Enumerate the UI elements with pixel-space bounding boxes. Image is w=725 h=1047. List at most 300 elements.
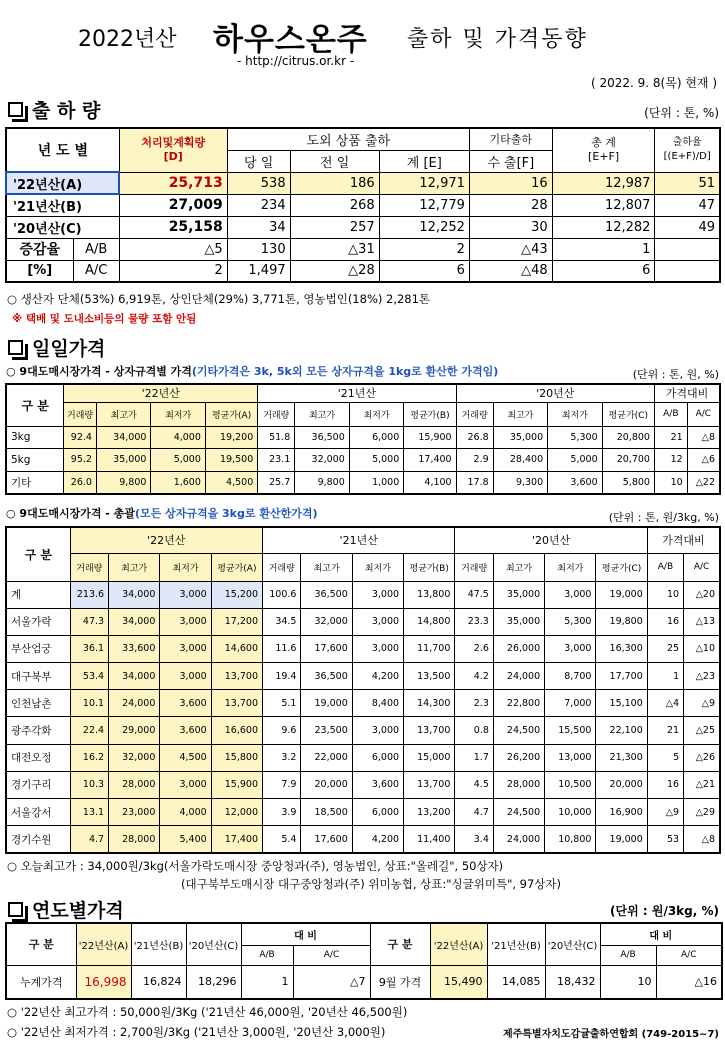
sh-inc-label: 증감율 [6,238,73,260]
yr-h-cmp-2: 대 비 [600,923,722,945]
table-row [6,216,720,238]
daily-note-max: ○ 오늘최고가 : 34,000원/3kg(서울가락도매시장 중앙청과(주), 영농법인, 상표:"올레길", 50상자) [7,859,504,873]
price-cell: 22,800 [493,690,544,717]
sh-inc-kind: A/C [73,260,119,282]
price-cell: 20,000 [596,771,647,798]
yr-right-ab: 10 [600,965,656,999]
price-cell: 12 [654,449,687,472]
price-cell: 36.1 [70,635,108,662]
yearly-note-max: ○ '22년산 최고가격 : 50,000원/3Kg ('21년산 46,000원, '20년산 46,500원) [7,1005,408,1019]
price-cell: 4.7 [70,826,108,853]
price-cell: 11,700 [404,635,455,662]
yr-h-b: '21년산(B) [131,923,186,965]
size-price-table [5,383,721,495]
t2-h-cmp: 가격대비 [647,527,720,553]
price-cell: 5,400 [160,826,211,853]
price-cell: 23.1 [258,449,295,472]
price-cell: 19,000 [301,690,352,717]
sh-other-cell: 16 [469,172,552,194]
price-cell: △21 [684,771,720,798]
price-cell: 1 [647,663,683,690]
sh-h-year: 년 도 별 [6,128,119,172]
price-cell: 5,800 [602,471,654,494]
t1-h-y21: '21년산 [258,384,456,402]
price-cell: 2.6 [455,635,493,662]
table-row [6,965,722,999]
yr-h-class-2: 구 분 [370,923,430,965]
yr-h-ab-2: A/B [600,945,656,965]
price-cell: 36,500 [295,426,349,449]
header [0,8,725,68]
price-subheader: 거래량 [70,553,108,581]
section-box-icon [8,902,23,917]
shipment-table [5,127,721,283]
price-row-label: 부산엄궁 [6,635,70,662]
price-cell: 28,000 [109,826,160,853]
t1-title-line [6,363,498,379]
section-box-icon [8,102,23,117]
price-cell: 22,100 [596,717,647,744]
yr-right-c: 18,432 [545,965,600,999]
price-cell: 15,900 [404,426,456,449]
price-cell: 19.4 [263,663,301,690]
price-cell: 26.0 [64,471,97,494]
price-cell: 32,000 [295,449,349,472]
yr-h-ac: A/C [293,945,370,965]
price-cell: 3.4 [455,826,493,853]
table-row [6,260,720,282]
table-row [6,717,720,744]
price-cell: 16,300 [596,635,647,662]
table-row [6,581,720,608]
sh-inc-cell: △5 [119,238,227,260]
price-cell: 15,900 [211,771,262,798]
price-subheader: 거래량 [455,553,493,581]
price-cell: 4,500 [205,471,257,494]
t1-subheader-row [6,402,720,426]
sh-today-cell: 234 [227,194,290,216]
yr-left-a: 16,998 [76,965,131,999]
yearly-note-min: ○ '22년산 최저가격 : 2,700원/3Kg ('21년산 3,000원, '20년산 3,000원) [7,1025,386,1039]
yearly-price-table [5,922,723,1000]
price-cell: 5,300 [548,426,602,449]
sh-other-cell: 30 [469,216,552,238]
table-row [6,426,720,449]
price-cell: 16,600 [211,717,262,744]
sh-rate-cell: 47 [655,194,720,216]
price-cell: 19,500 [205,449,257,472]
yr-right-b: 14,085 [487,965,545,999]
price-cell: △6 [687,449,720,472]
price-cell: 26,000 [493,635,544,662]
yearly-unit: (단위 : 원/3kg, %) [610,904,719,918]
price-cell: 3,000 [160,581,211,608]
price-cell: 5 [647,744,683,771]
price-cell: △13 [684,608,720,635]
price-cell: 51.8 [258,426,295,449]
table-row [6,608,720,635]
price-cell: 13.1 [70,799,108,826]
organization-name: 제주특별자치도감귤출하연합회 (749-2015~7) [502,1029,719,1040]
shipment-unit: (단위 : 톤, %) [644,106,719,120]
yearly-title: 연도별가격 [32,900,124,922]
price-cell: 24,500 [493,799,544,826]
sh-inc-cell: △43 [469,238,552,260]
price-cell: 21,300 [596,744,647,771]
price-cell: 34,000 [109,608,160,635]
price-cell: 4,000 [160,799,211,826]
sh-h-total: 총 계 [E+F] [552,128,655,172]
sh-sum-cell: 12,252 [379,216,469,238]
price-cell: 53 [647,826,683,853]
price-cell: 8,400 [352,690,403,717]
sh-inc-empty [655,238,720,260]
price-cell: 5.4 [263,826,301,853]
price-subheader: A/B [654,402,687,426]
sh-inc-cell: 1 [552,238,655,260]
price-cell: 4.5 [455,771,493,798]
header-year: 2022년산 [78,27,177,52]
sh-inc-cell: △48 [469,260,552,282]
sh-h-plan: 처리및계획량 [D] [119,128,227,172]
sh-plan-cell: 25,713 [119,172,227,194]
sh-inc-cell: △31 [290,238,379,260]
t2-h-class: 구 분 [6,527,70,581]
price-cell: 16,900 [596,799,647,826]
price-cell: 10 [654,471,687,494]
sh-sum-cell: 12,971 [379,172,469,194]
price-cell: 6,000 [349,426,403,449]
price-cell: 10,800 [545,826,596,853]
sh-year-cell: '21년산(B) [6,194,119,216]
header-brand: 하우스온주 [213,22,368,58]
price-cell: 4,500 [160,744,211,771]
yr-right-label: 9월 가격 [370,965,430,999]
price-subheader: 평균가(A) [205,402,257,426]
price-cell: 28,000 [109,771,160,798]
price-cell: 13,700 [404,717,455,744]
price-cell: 13,200 [404,799,455,826]
price-subheader: 최저가 [548,402,602,426]
price-subheader: 최저가 [349,402,403,426]
yr-h-ab: A/B [241,945,293,965]
sh-sum-cell: 12,779 [379,194,469,216]
t1-h-cmp: 가격대비 [654,384,720,402]
price-cell: 5,000 [349,449,403,472]
sh-h-domestic: 도외 상품 출하 [227,128,469,150]
sh-prev-cell: 257 [290,216,379,238]
price-subheader: 최고가 [301,553,352,581]
price-cell: 19,000 [596,826,647,853]
price-cell: 13,500 [404,663,455,690]
price-cell: 0.8 [455,717,493,744]
header-url[interactable]: - http://citrus.or.kr - [237,54,355,68]
yr-right-ac: △16 [656,965,722,999]
price-cell: 3.9 [263,799,301,826]
price-cell: 17,200 [211,608,262,635]
sh-rate-cell: 49 [655,216,720,238]
price-cell: △4 [647,690,683,717]
t2-h-y21: '21년산 [263,527,455,553]
price-cell: 16 [647,771,683,798]
price-cell: △26 [684,744,720,771]
price-cell: 17,400 [211,826,262,853]
price-row-label: 대전오정 [6,744,70,771]
price-subheader: 평균가(C) [596,553,647,581]
price-row-label: 인천남촌 [6,690,70,717]
price-subheader: 평균가(B) [404,402,456,426]
price-subheader: 최고가 [109,553,160,581]
price-row-label: 서울강서 [6,799,70,826]
price-cell: 14,600 [211,635,262,662]
table-row [6,172,720,194]
t1-h-y22: '22년산 [64,384,258,402]
price-cell: 25 [647,635,683,662]
yr-left-label: 누계가격 [6,965,76,999]
yr-right-a: 15,490 [430,965,487,999]
price-cell: △9 [684,690,720,717]
price-row-label: 기타 [6,471,64,494]
price-cell: 10,500 [545,771,596,798]
price-cell: 35,000 [493,426,547,449]
price-subheader: A/C [684,553,720,581]
price-cell: 20,800 [602,426,654,449]
sh-total-cell: 12,282 [552,216,655,238]
price-cell: 5.1 [263,690,301,717]
price-cell: △20 [684,581,720,608]
yr-left-b: 16,824 [131,965,186,999]
daily-heading [8,334,105,361]
price-cell: 15,100 [596,690,647,717]
price-cell: 22.4 [70,717,108,744]
shipment-note-producers: ○ 생산자 단체(53%) 6,919톤, 상인단체(29%) 3,771톤, 영농법인(18%) 2,281톤 [7,292,431,306]
table-row [6,194,720,216]
price-cell: 3,000 [160,771,211,798]
table-row [6,238,720,260]
price-cell: 17,400 [404,449,456,472]
price-cell: 34,000 [109,581,160,608]
sh-h-other-sub: 수 출[F] [469,150,552,172]
shipment-title: 출 하 량 [32,100,101,122]
price-cell: 24,000 [493,826,544,853]
table-row [6,635,720,662]
section-box-icon [8,340,23,355]
price-cell: 3,000 [160,635,211,662]
sh-inc-cell: 2 [379,238,469,260]
price-row-label: 서울가락 [6,608,70,635]
price-cell: 3,000 [160,608,211,635]
price-cell: 35,000 [493,608,544,635]
price-cell: 7,000 [545,690,596,717]
price-cell: 7.9 [263,771,301,798]
price-subheader: 최고가 [96,402,150,426]
price-cell: 47.3 [70,608,108,635]
price-cell: 22,000 [301,744,352,771]
price-cell: 3.2 [263,744,301,771]
price-subheader: 거래량 [258,402,295,426]
sh-inc-kind: A/B [73,238,119,260]
table-row [6,663,720,690]
price-cell: 4,100 [404,471,456,494]
sh-plan-cell: 27,009 [119,194,227,216]
table-row [6,799,720,826]
price-cell: 26,200 [493,744,544,771]
price-subheader: A/C [687,402,720,426]
price-subheader: 최저가 [545,553,596,581]
price-cell: 4,000 [151,426,205,449]
price-cell: 32,000 [109,744,160,771]
price-cell: 16 [647,608,683,635]
sh-prev-cell: 268 [290,194,379,216]
sh-h-today: 당 일 [227,150,290,172]
price-cell: 20,700 [602,449,654,472]
table-row [6,690,720,717]
price-cell: 1.7 [455,744,493,771]
t1-unit: (단위 : 톤, 원, %) [632,368,719,381]
price-cell: 3,000 [352,717,403,744]
price-cell: 53.4 [70,663,108,690]
market-price-table [5,526,721,854]
price-cell: 21 [654,426,687,449]
price-cell: 23,500 [301,717,352,744]
price-cell: 47.5 [455,581,493,608]
price-cell: 35,000 [96,449,150,472]
price-cell: 2.3 [455,690,493,717]
sh-h-prev: 전 일 [290,150,379,172]
sh-today-cell: 538 [227,172,290,194]
price-cell: △10 [684,635,720,662]
price-row-label: 경기수원 [6,826,70,853]
price-cell: 19,200 [205,426,257,449]
yr-h-b-2: '21년산(B) [487,923,545,965]
price-cell: 10.1 [70,690,108,717]
t1-note: (기타가격은 3k, 5k외 모든 상자규격을 1kg로 환산한 가격임) [191,365,499,378]
sh-total-cell: 12,807 [552,194,655,216]
shipment-note-exclusion: ※ 택배 및 도내소비등의 물량 포함 안됨 [12,313,197,325]
yr-h-c: '20년산(C) [186,923,241,965]
t1-h-y20: '20년산 [456,384,654,402]
table-row [6,449,720,472]
price-cell: 9.6 [263,717,301,744]
price-cell: 213.6 [70,581,108,608]
price-cell: 13,000 [545,744,596,771]
price-subheader: 평균가(A) [211,553,262,581]
price-cell: 8,700 [545,663,596,690]
sh-rate-cell: 51 [655,172,720,194]
price-subheader: A/B [647,553,683,581]
yr-left-ac: △7 [293,965,370,999]
price-cell: 2.9 [456,449,493,472]
table-row [6,744,720,771]
price-cell: 9,300 [493,471,547,494]
price-cell: 34,000 [96,426,150,449]
price-cell: 3,000 [545,635,596,662]
price-cell: 3,000 [352,581,403,608]
price-row-label: 계 [6,581,70,608]
price-cell: 34.5 [263,608,301,635]
price-cell: 19,800 [596,608,647,635]
sh-pct-label: [%] [6,260,73,282]
price-cell: 24,000 [109,690,160,717]
sh-prev-cell: 186 [290,172,379,194]
price-cell: 13,800 [404,581,455,608]
price-cell: 24,500 [493,717,544,744]
price-cell: 36,500 [301,663,352,690]
t2-h-y20: '20년산 [455,527,647,553]
price-cell: 9,800 [295,471,349,494]
price-cell: 35,000 [493,581,544,608]
table-row [6,471,720,494]
price-cell: 15,200 [211,581,262,608]
price-cell: 6,000 [352,799,403,826]
price-cell: 13,700 [404,771,455,798]
price-cell: 17,700 [596,663,647,690]
daily-title: 일일가격 [32,338,106,360]
price-row-label: 5kg [6,449,64,472]
sh-today-cell: 34 [227,216,290,238]
price-cell: 3,600 [548,471,602,494]
price-cell: 24,000 [493,663,544,690]
price-cell: 9,800 [96,471,150,494]
daily-note-max-2: (대구북부도매시장 대구중앙청과(주) 위미농협, 상표:"싱글위미특", 97상자) [181,877,562,891]
price-cell: 21 [647,717,683,744]
price-cell: △8 [684,826,720,853]
price-subheader: 거래량 [263,553,301,581]
price-cell: 15,500 [545,717,596,744]
price-cell: 19,000 [596,581,647,608]
price-cell: 4.2 [455,663,493,690]
sh-year-cell: '20년산(C) [6,216,119,238]
sh-inc-cell: 2 [119,260,227,282]
price-cell: 28,400 [493,449,547,472]
price-cell: △8 [687,426,720,449]
price-cell: 100.6 [263,581,301,608]
price-cell: 4,200 [352,663,403,690]
price-cell: 15,000 [404,744,455,771]
yr-h-a-2: '22년산(A) [430,923,487,965]
price-cell: 14,800 [404,608,455,635]
yr-left-c: 18,296 [186,965,241,999]
yr-h-c-2: '20년산(C) [545,923,600,965]
price-subheader: 최저가 [352,553,403,581]
t2-unit: (단위 : 톤, 원/3kg, %) [608,511,719,524]
table-row [6,771,720,798]
price-cell: △25 [684,717,720,744]
report-date: ( 2022. 9. 8(목) 현재 ) [590,76,717,90]
price-cell: 1,600 [151,471,205,494]
price-cell: 13,700 [211,663,262,690]
price-row-label: 광주각화 [6,717,70,744]
price-cell: 11,400 [404,826,455,853]
price-cell: 3,000 [352,608,403,635]
price-cell: 3,000 [545,581,596,608]
price-cell: 15,800 [211,744,262,771]
header-title: 출하 및 가격동향 [407,27,588,52]
sh-other-cell: 28 [469,194,552,216]
table-row [6,826,720,853]
price-cell: 34,000 [109,663,160,690]
sh-year-cell: '22년산(A) [6,172,119,194]
price-cell: 16.2 [70,744,108,771]
price-cell: 10.3 [70,771,108,798]
sh-inc-cell: 6 [552,260,655,282]
price-cell: 26.8 [456,426,493,449]
price-cell: 36,500 [301,581,352,608]
price-cell: 13,700 [211,690,262,717]
price-cell: △22 [687,471,720,494]
price-cell: 92.4 [64,426,97,449]
price-subheader: 최저가 [151,402,205,426]
